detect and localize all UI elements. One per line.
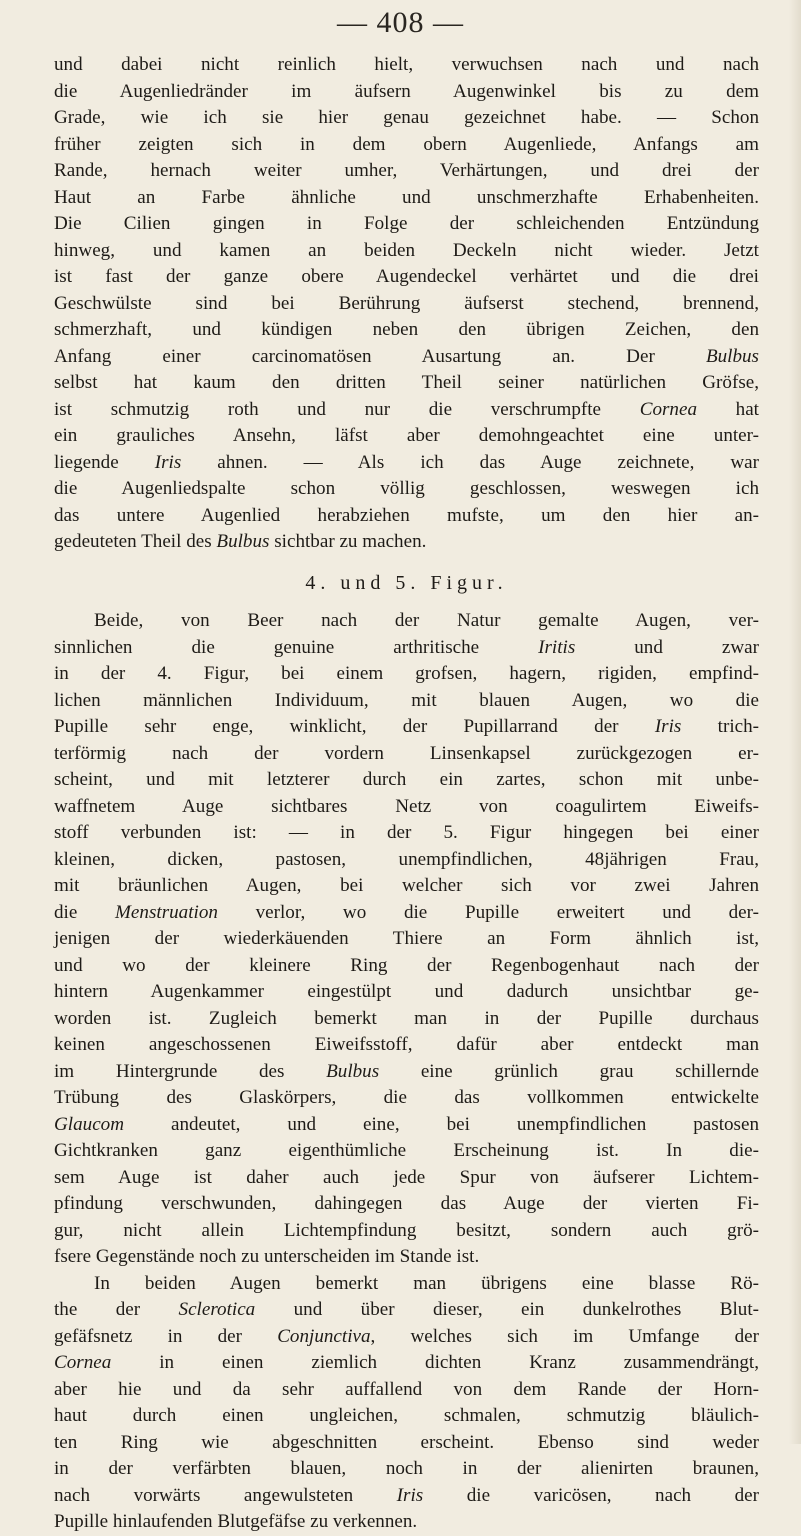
text-line: das untere Augenlied herabziehen mufste, um den hier an- xyxy=(54,504,759,526)
text-line: nach vorwärts angewulsteten Iris die varicösen, nach der xyxy=(54,1484,759,1506)
paragraph-2 xyxy=(54,608,759,1271)
text-line: früher zeigten sich in dem obern Augenliede, Anfangs am xyxy=(54,133,759,155)
text-line: im Hintergrunde des Bulbus eine grünlich grau schillernde xyxy=(54,1060,759,1082)
text-line: Grade, wie ich sie hier genau gezeichnet habe. — Schon xyxy=(54,107,759,128)
text-line: worden ist. Zugleich bemerkt man in der Pupille durchaus xyxy=(54,1007,759,1029)
text-line: ist schmutzig roth und nur die verschrumpfte Cornea hat xyxy=(54,398,759,420)
text-line: Geschwülste sind bei Berührung äufserst stechend, brennend, xyxy=(54,292,759,314)
text-line: scheint, und mit letzterer durch ein zartes, schon mit unbe- xyxy=(54,769,759,790)
paragraph-1 xyxy=(54,52,759,556)
text-line: schmerzhaft, und kündigen neben den übrigen Zeichen, den xyxy=(54,319,759,340)
text-line: keinen angeschossenen Eiweifsstoff, dafür aber entdeckt man xyxy=(54,1034,759,1055)
text-line: und wo der kleinere Ring der Regenbogenhaut nach der xyxy=(54,954,759,976)
text-line: in der verfärbten blauen, noch in der alienirten braunen, xyxy=(54,1458,759,1479)
section-heading: 4. und 5. Figur. xyxy=(305,571,508,594)
text-line: the der Sclerotica und über dieser, ein dunkelrothes Blut- xyxy=(54,1299,759,1320)
text-line: Pupille hinlaufenden Blutgefäfse zu verkennen. xyxy=(54,1511,418,1532)
text-line: gedeuteten Theil des Bulbus sichtbar zu machen. xyxy=(54,531,427,552)
body-text xyxy=(54,52,759,1536)
text-line: waffnetem Auge sichtbares Netz von coagulirtem Eiweifs- xyxy=(54,795,759,817)
text-line: stoff verbunden ist: — in der 5. Figur hingegen bei einer xyxy=(54,822,759,843)
text-line: Glaucom andeutet, und eine, bei unempfindlichen pastosen xyxy=(54,1113,759,1135)
text-line: hintern Augenkammer eingestülpt und dadurch unsichtbar ge- xyxy=(54,981,759,1002)
text-line: die Menstruation verlor, wo die Pupille erweitert und der- xyxy=(54,901,759,923)
text-line: sinnlichen die genuine arthritische Iritis und zwar xyxy=(54,636,759,658)
text-line: selbst hat kaum den dritten Theil seiner natürlichen Gröfse, xyxy=(54,372,759,393)
text-line: Gichtkranken ganz eigenthümliche Erscheinung ist. In die- xyxy=(54,1140,759,1161)
text-line: Rande, hernach weiter umher, Verhärtungen, und drei der xyxy=(54,160,759,181)
text-line: liegende Iris ahnen. — Als ich das Auge zeichnete, war xyxy=(54,451,760,473)
text-line: gur, nicht allein Lichtempfindung besitzt, sondern auch grö- xyxy=(54,1219,759,1241)
text-line: ten Ring wie abgeschnitten erscheint. Ebenso sind weder xyxy=(54,1431,759,1453)
page-edge-shadow xyxy=(789,0,801,1444)
text-line: pfindung verschwunden, dahingegen das Auge der vierten Fi- xyxy=(54,1193,759,1214)
text-line: sem Auge ist daher auch jede Spur von äufserer Lichtem- xyxy=(54,1166,759,1188)
page-number: — 408 — xyxy=(337,6,464,39)
text-line: Beide, von Beer nach der Natur gemalte Augen, ver- xyxy=(94,610,759,631)
text-line: kleinen, dicken, pastosen, unempfindlichen, 48jährigen Frau, xyxy=(54,848,759,870)
text-line: Pupille sehr enge, winklicht, der Pupillarrand der Iris trich- xyxy=(54,716,760,737)
text-line: In beiden Augen bemerkt man übrigens eine blasse Rö- xyxy=(94,1272,759,1294)
text-line: haut durch einen ungleichen, schmalen, schmutzig bläulich- xyxy=(54,1405,759,1426)
text-line: Cornea in einen ziemlich dichten Kranz zusammendrängt, xyxy=(54,1352,759,1373)
text-line: Haut an Farbe ähnliche und unschmerzhafte Erhabenheiten. xyxy=(54,186,759,208)
text-line: terförmig nach der vordern Linsenkapsel zurückgezogen er- xyxy=(54,742,759,764)
text-line: Die Cilien gingen in Folge der schleichenden Entzündung xyxy=(54,213,759,234)
text-line: mit bräunlichen Augen, bei welcher sich vor zwei Jahren xyxy=(54,875,759,896)
text-line: fsere Gegenstände noch zu unterscheiden im Stande ist. xyxy=(54,1246,480,1267)
text-line: lichen männlichen Individuum, mit blauen Augen, wo die xyxy=(54,689,759,711)
text-line: und dabei nicht reinlich hielt, verwuchsen nach und nach xyxy=(54,54,759,75)
text-line: Anfang einer carcinomatösen Ausartung an. Der Bulbus xyxy=(54,345,759,367)
text-line: in der 4. Figur, bei einem grofsen, hagern, rigiden, empfind- xyxy=(54,663,759,684)
text-line: gefäfsnetz in der Conjunctiva, welches sich im Umfange der xyxy=(54,1325,759,1347)
text-line: aber hie und da sehr auffallend von dem Rande der Horn- xyxy=(54,1378,759,1400)
text-line: hinweg, und kamen an beiden Deckeln nicht wieder. Jetzt xyxy=(54,239,759,261)
text-line: die Augenliedspalte schon völlig geschlossen, weswegen ich xyxy=(54,478,759,499)
text-line: jenigen der wiederkäuenden Thiere an Form ähnlich ist, xyxy=(54,928,759,949)
text-line: die Augenliedränder im äufsern Augenwinkel bis zu dem xyxy=(54,80,759,102)
paragraph-3 xyxy=(54,1271,759,1536)
text-line: ist fast der ganze obere Augendeckel verhärtet und die drei xyxy=(54,266,759,287)
text-line: Trübung des Glaskörpers, die das vollkommen entwickelte xyxy=(54,1087,759,1108)
text-line: ein grauliches Ansehn, läfst aber demohngeachtet eine unter- xyxy=(54,425,759,446)
